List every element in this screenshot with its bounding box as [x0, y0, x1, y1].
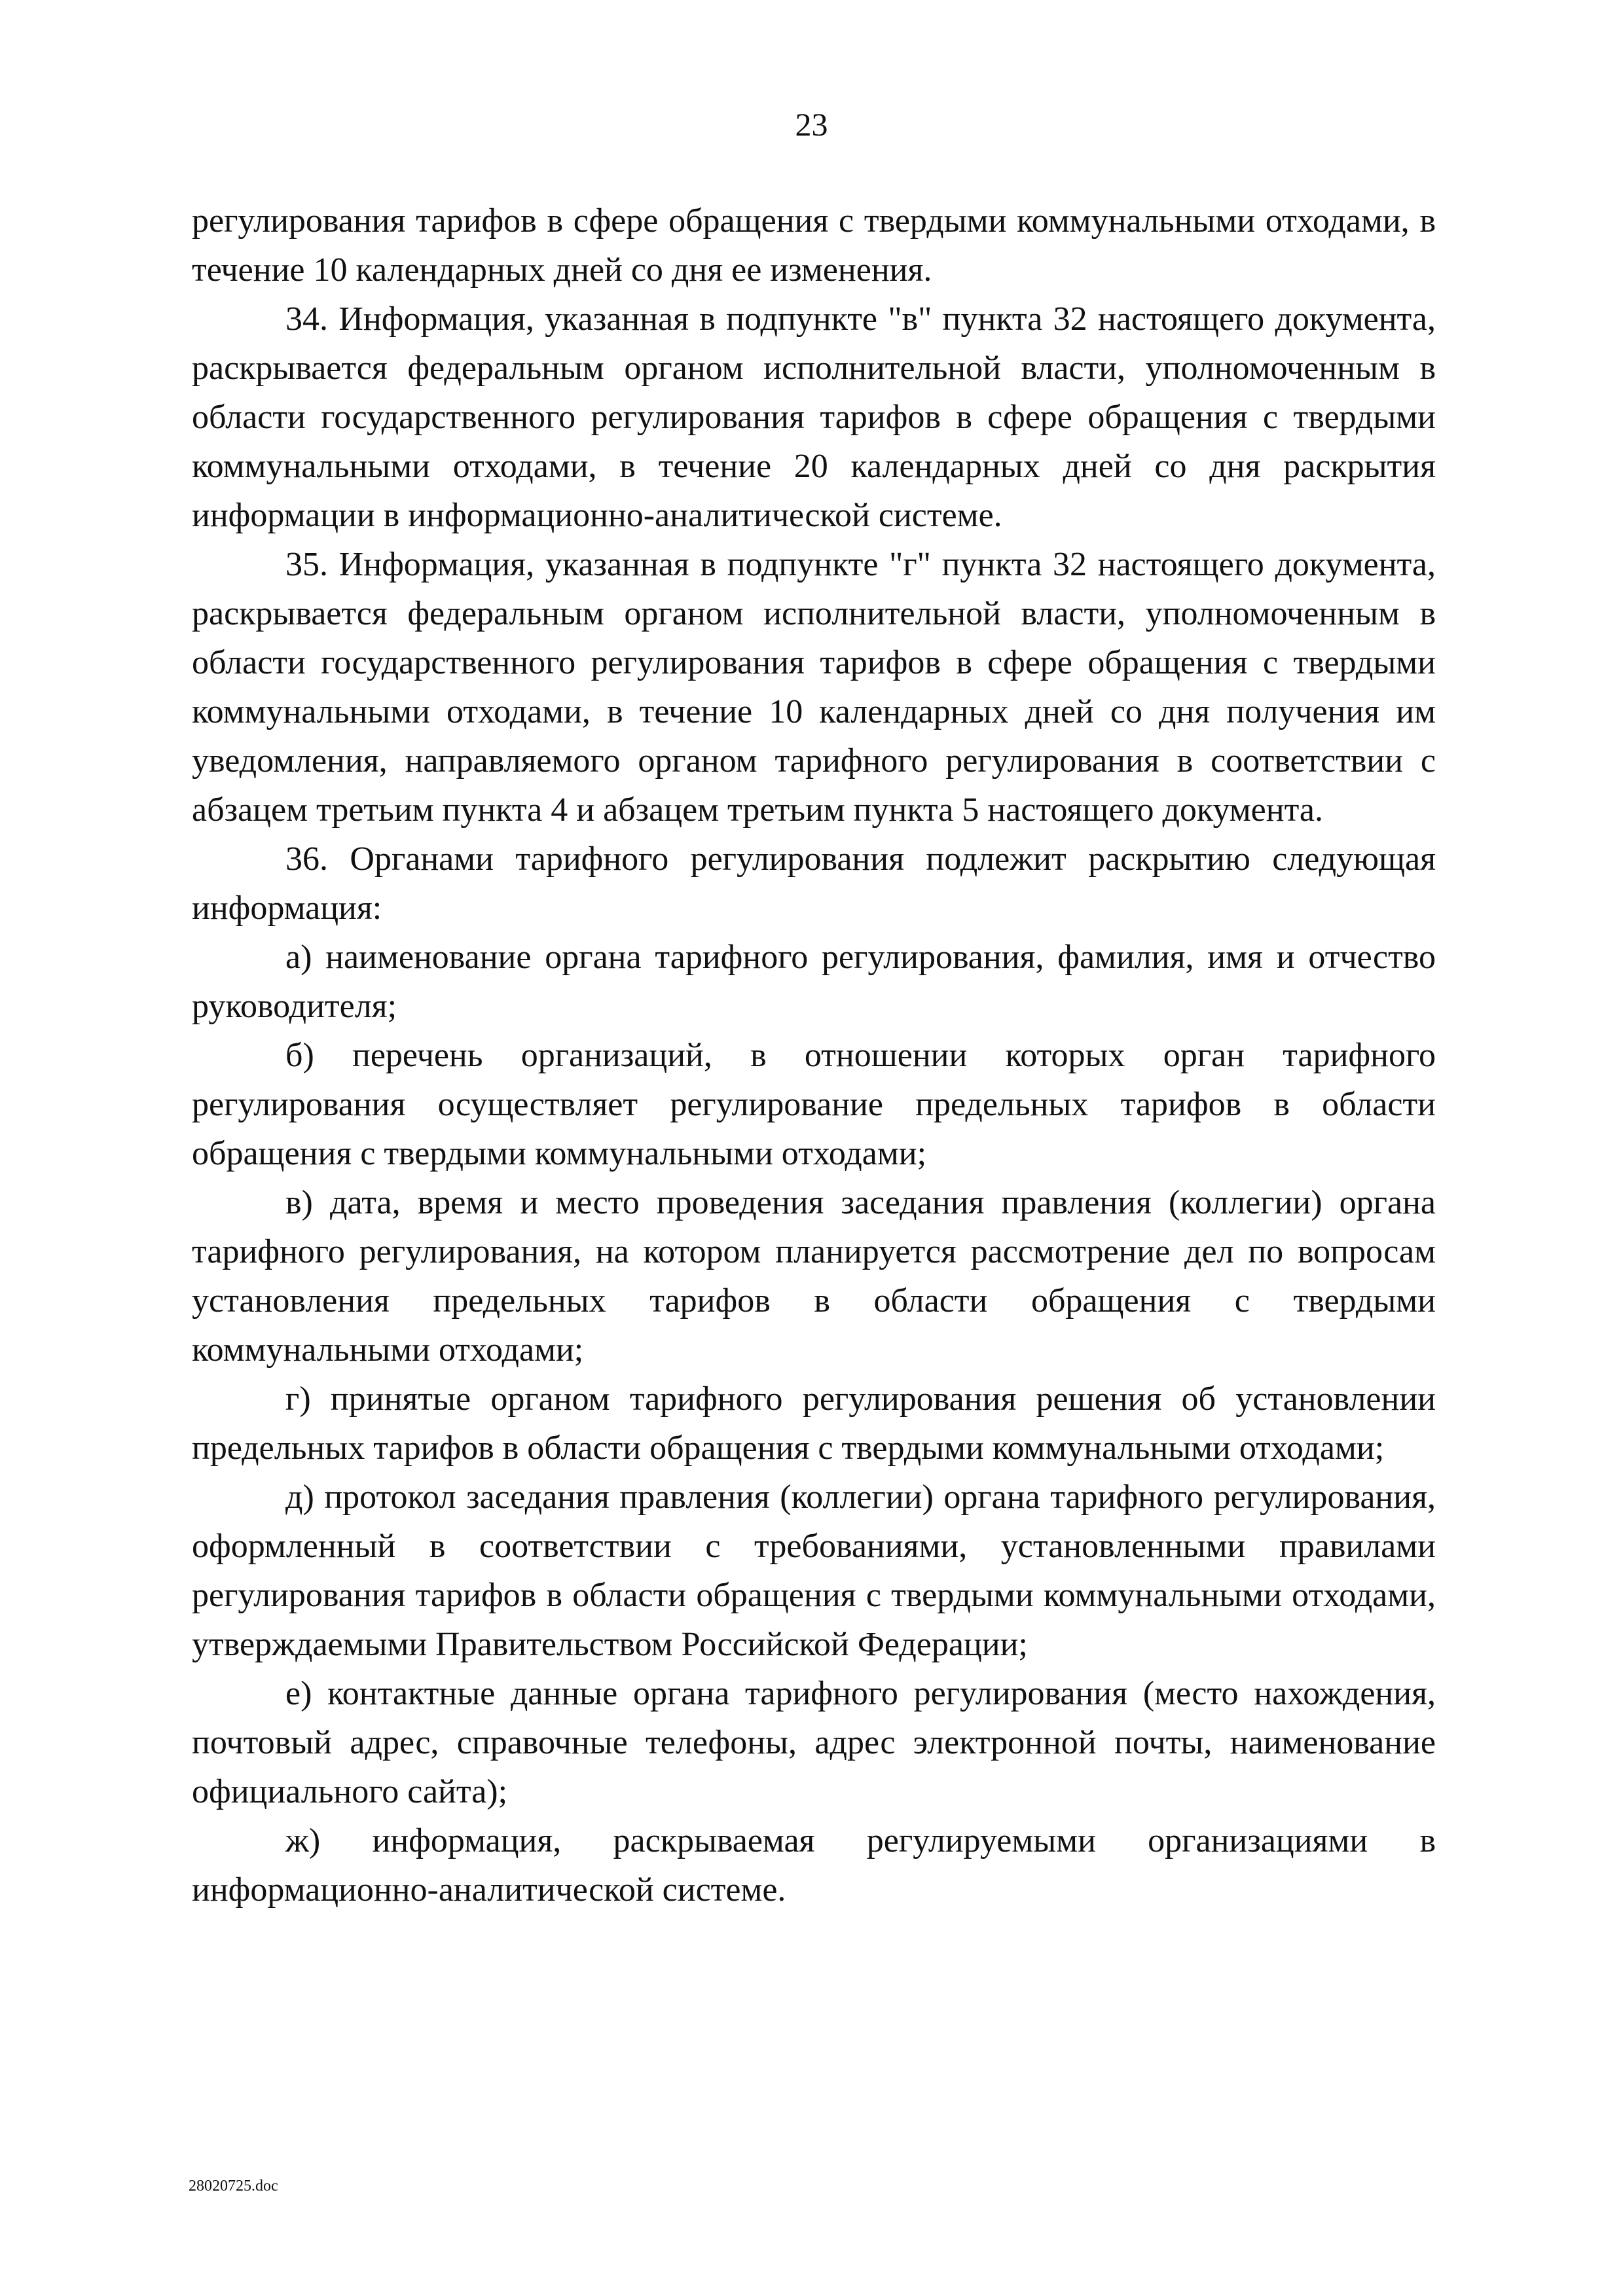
document-filename: 28020725.doc — [189, 2178, 278, 2195]
paragraph-item-35: 35. Информация, указанная в подпункте "г" пункта 32 настоящего документа, раскрывается федеральным органом исполнительной власти, уполномоченным в области государственного регулирования тарифов в сфере обращения с твердыми коммунальными отходами, в течение 10 календарных дней со дня получения им уведомления, направляемого органом тарифного регулирования в соответствии с абзацем третьим пункта 4 и абзацем третьим пункта 5 настоящего документа. — [192, 546, 1436, 829]
paragraph-continuation: регулирования тарифов в сфере обращения с твердыми коммунальными отходами, в течение 10 календарных дней со дня ее изменения. — [192, 202, 1436, 289]
paragraph-item-34: 34. Информация, указанная в подпункте "в" пункта 32 настоящего документа, раскрывается федеральным органом исполнительной власти, уполномоченным в области государственного регулирования тарифов в сфере обращения с твердыми коммунальными отходами, в течение 20 календарных дней со дня раскрытия информации в информационно-аналитической системе. — [192, 300, 1436, 534]
subitem-a: а) наименование органа тарифного регулирования, фамилия, имя и отчество руководителя; — [192, 939, 1436, 1025]
page-number: 23 — [795, 106, 828, 143]
subitem-g: г) принятые органом тарифного регулирования решения об установлении предельных тарифов в области обращения с твердыми коммунальными отходами; — [192, 1380, 1436, 1467]
subitem-v: в) дата, время и место проведения заседания правления (коллегии) органа тарифного регулирования, на котором планируется рассмотрение дел по вопросам установления предельных тарифов в области обращения с твердыми коммунальными отходами; — [192, 1184, 1436, 1369]
subitem-zh: ж) информация, раскрываемая регулируемыми организациями в информационно-аналитической системе. — [192, 1822, 1436, 1909]
paragraph-item-36: 36. Органами тарифного регулирования подлежит раскрытию следующая информация: — [192, 840, 1436, 927]
document-body — [192, 196, 1436, 1914]
subitem-b: б) перечень организаций, в отношении которых орган тарифного регулирования осуществляет регулирование предельных тарифов в области обращения с твердыми коммунальными отходами; — [192, 1037, 1436, 1172]
subitem-d: д) протокол заседания правления (коллегии) органа тарифного регулирования, оформленный в соответствии с требованиями, установленными правилами регулирования тарифов в области обращения с твердыми коммунальными отходами, утверждаемыми Правительством Российской Федерации; — [192, 1479, 1436, 1663]
subitem-e: е) контактные данные органа тарифного регулирования (место нахождения, почтовый адрес, справочные телефоны, адрес электронной почты, наименование официального сайта); — [192, 1675, 1436, 1810]
